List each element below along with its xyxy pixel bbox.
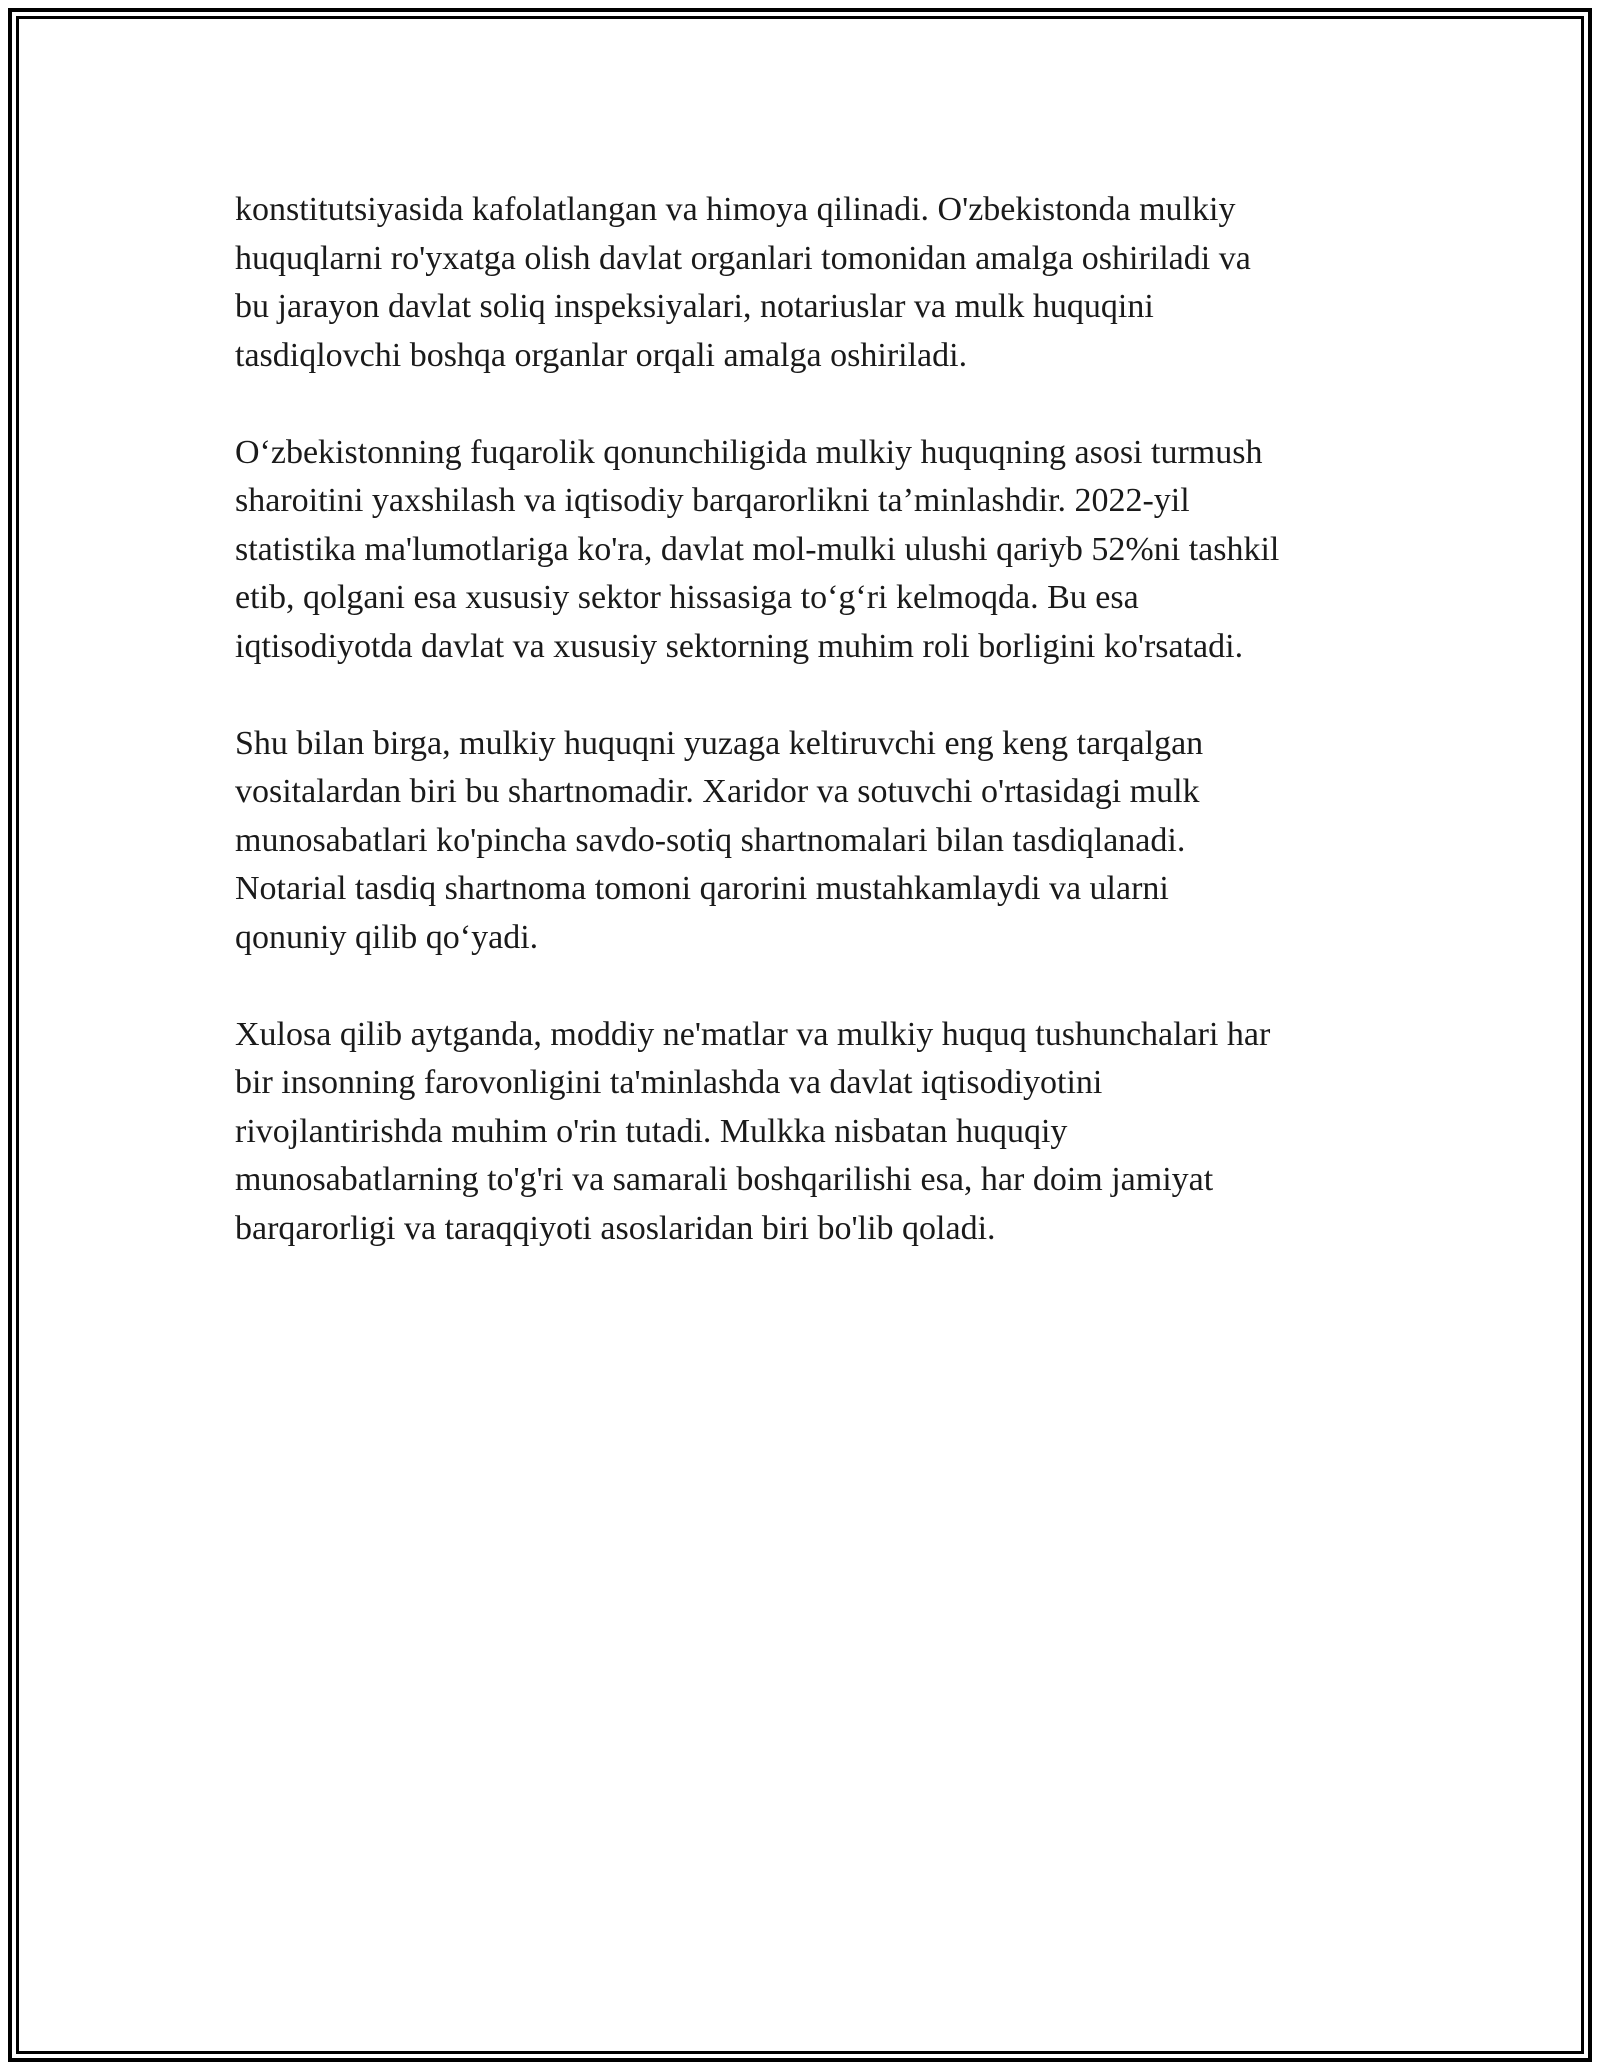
document-body bbox=[235, 186, 1375, 1302]
paragraph-3: Shu bilan birga, mulkiy huquqni yuzaga keltiruvchi eng keng tarqalgan vositalardan biri bu shartnomadir. Xaridor va sotuvchi o'rtasidagi mulk munosabatlari ko'pincha savdo-sotiq shartnomalari bilan tasdiqlanadi. Notarial tasdiq shartnoma tomoni qarorini mustahkamlaydi va ularni qonuniy qilib qo‘yadi. bbox=[235, 724, 1204, 956]
paragraph-4: Xulosa qilib aytganda, moddiy ne'matlar va mulkiy huquq tushunchalari har bir insonning farovonligini ta'minlashda va davlat iqtisodiyotini rivojlantirishda muhim o'rin tutadi. Mulkka nisbatan huquqiy munosabatlarning to'g'ri va samarali boshqarilishi esa, har doim jamiyat barqarorligi va taraqqiyoti asoslaridan biri bo'lib qoladi. bbox=[235, 1015, 1271, 1247]
paragraph-2: O‘zbekistonning fuqarolik qonunchiligida mulkiy huquqning asosi turmush sharoitini yaxshilash va iqtisodiy barqarorlikni ta’minlashdir. 2022-yil statistika ma'lumotlariga ko'ra, davlat mol-mulki ulushi qariyb 52%ni tashkil etib, qolgani esa xususiy sektor hissasiga to‘g‘ri kelmoqda. Bu esa iqtisodiyotda davlat va xususiy sektorning muhim roli borligini ko'rsatadi. bbox=[235, 433, 1280, 665]
paragraph-1: konstitutsiyasida kafolatlangan va himoya qilinadi. O'zbekistonda mulkiy huquqlarni ro'yxatga olish davlat organlari tomonidan amalga oshiriladi va bu jarayon davlat soliq inspeksiyalari, notariuslar va mulk huquqini tasdiqlovchi boshqa organlar orqali amalga oshiriladi. bbox=[235, 191, 1251, 374]
